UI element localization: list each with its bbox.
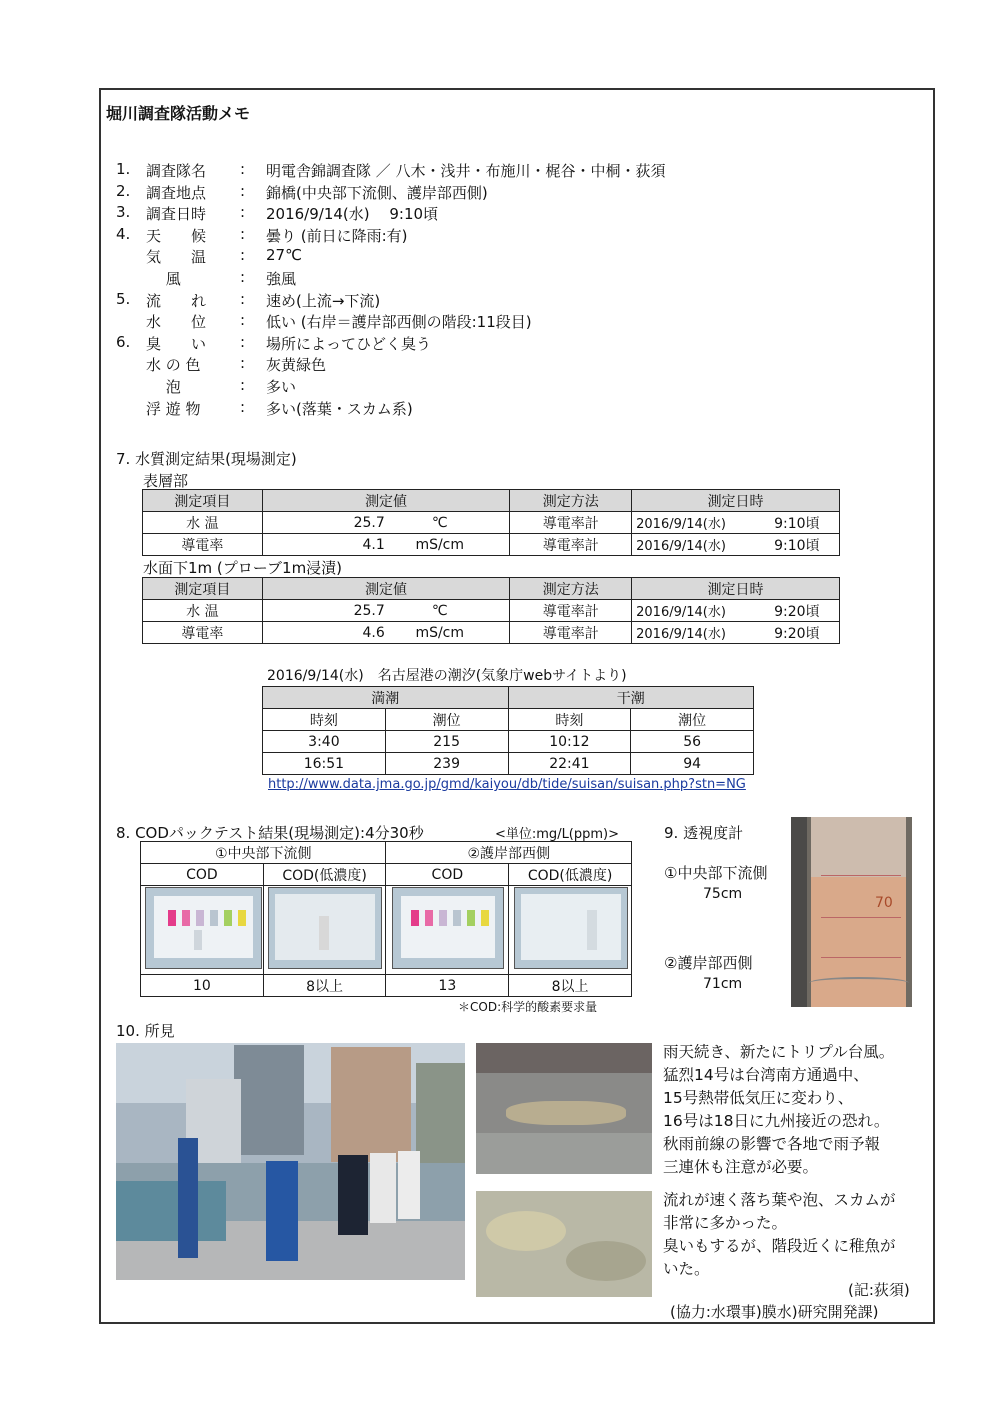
bridge-survey-photo: [116, 1043, 465, 1280]
cod-low-label: COD(低濃度): [263, 864, 386, 886]
transparency-site1: ①中央部下流側: [664, 864, 768, 882]
tide-cell: 3:40: [263, 731, 386, 753]
cod-value: 13: [386, 975, 509, 997]
header-date: 測定日時: [632, 490, 840, 512]
cod-photo-1: [145, 887, 262, 969]
cell-method: 導電率計: [510, 512, 632, 534]
cod-label: COD: [141, 864, 264, 886]
table-row: [143, 622, 840, 644]
tide-level-label: 潮位: [631, 709, 754, 731]
table-row: [263, 731, 754, 753]
item-colon: :: [240, 268, 246, 286]
observation-line: 臭いもするが、階段近くに稚魚が: [663, 1237, 896, 1255]
item-label: 調査地点: [146, 183, 207, 202]
tide-table: [262, 686, 754, 775]
depth-label: 水面下1m (プローブ1m浸漬): [143, 559, 343, 577]
item-colon: :: [240, 289, 246, 308]
item-label: 気 温: [146, 248, 207, 267]
observation-line: 流れが速く落ち葉や泡、スカムが: [663, 1191, 896, 1209]
item-number: 1.: [116, 160, 131, 178]
header-method: 測定方法: [510, 578, 632, 600]
cell-date: 2016/9/14(水) 9:10頃: [632, 512, 840, 534]
header-item: 測定項目: [143, 578, 263, 600]
tide-time-label: 時刻: [508, 709, 631, 731]
gauge-mark-label: 70: [875, 895, 893, 911]
item-colon: :: [240, 246, 246, 265]
cod-site1-header: ①中央部下流側: [141, 842, 386, 864]
tide-cell: 215: [385, 731, 508, 753]
cell-method: 導電率計: [510, 622, 632, 644]
cell-date: 2016/9/14(水) 9:20頃: [632, 600, 840, 622]
tide-cell: 22:41: [508, 753, 631, 775]
item-value: 曇り (前日に降雨:有): [266, 226, 408, 245]
tide-cell: 94: [631, 753, 754, 775]
table-row: [143, 512, 840, 534]
surface-table: [142, 489, 840, 556]
cod-label: COD: [386, 864, 509, 886]
cell-date: 2016/9/14(水) 9:20頃: [632, 622, 840, 644]
credit: (協力:水環事)膜水)研究開発課): [670, 1303, 879, 1321]
item-value: 多い(落葉・スカム系): [266, 399, 413, 418]
surface-label: 表層部: [143, 472, 189, 490]
cod-photo-2: [268, 887, 382, 969]
item-label: 水 の 色: [146, 356, 201, 375]
section7-heading: 7. 水質測定結果(現場測定): [116, 450, 297, 468]
cell-method: 導電率計: [510, 600, 632, 622]
tide-level-label: 潮位: [385, 709, 508, 731]
cod-low-label: COD(低濃度): [509, 864, 632, 886]
cell-method: 導電率計: [510, 534, 632, 556]
item-value: 速め(上流→下流): [266, 291, 381, 310]
item-value: 強風: [266, 270, 297, 288]
item-value: 錦橋(中央部下流側、護岸部西側): [266, 183, 488, 202]
cod-note: ＊COD:科学的酸素要求量: [458, 1000, 598, 1014]
tide-high-header: 満潮: [263, 687, 509, 709]
header-value: 測定値: [262, 578, 510, 600]
section10-heading: 10. 所見: [116, 1022, 175, 1040]
item-label: 流 れ: [146, 291, 207, 310]
tide-cell: 10:12: [508, 731, 631, 753]
item-colon: :: [240, 354, 246, 373]
cod-value: 10: [141, 975, 264, 997]
section8-unit: <単位:mg/L(ppm)>: [495, 827, 620, 842]
transparency-gauge-photo: [791, 817, 912, 1007]
item-label: 調査隊名: [146, 162, 207, 180]
item-colon: :: [240, 224, 246, 243]
tide-cell: 16:51: [263, 753, 386, 775]
item-colon: :: [240, 332, 246, 351]
cod-site2-header: ②護岸部西側: [386, 842, 632, 864]
item-number: 4.: [116, 224, 131, 243]
tide-cell: 239: [385, 753, 508, 775]
cell-value: 25.7 ℃: [262, 600, 510, 622]
river-scum-photo: [476, 1191, 652, 1297]
transparency-value1: 75cm: [703, 886, 743, 902]
cell-value: 4.6 mS/cm: [262, 622, 510, 644]
cell-date: 2016/9/14(水) 9:10頃: [632, 534, 840, 556]
item-value: 灰黄緑色: [266, 356, 327, 375]
jma-link[interactable]: http://www.data.jma.go.jp/gmd/kaiyou/db/tide/suisan/suisan.php?stn=NG: [268, 777, 746, 792]
tide-low-header: 干潮: [508, 687, 754, 709]
cod-value: 8以上: [509, 975, 632, 997]
item-value: 多い: [266, 378, 297, 396]
observation-line: 非常に多かった。: [663, 1214, 788, 1232]
item-colon: :: [240, 203, 246, 222]
item-colon: :: [240, 181, 246, 200]
item-label: 調査日時: [146, 205, 207, 224]
section8-heading: 8. CODパックテスト結果(現場測定):4分30秒: [116, 824, 424, 842]
transparency-site2: ②護岸部西側: [664, 954, 753, 972]
observation-line: いた。: [663, 1260, 710, 1278]
tide-caption: 2016/9/14(水) 名古屋港の潮汐(気象庁webサイトより): [267, 668, 627, 684]
item-label: 水 位: [146, 313, 207, 332]
item-label: 臭 い: [146, 334, 207, 353]
item-number: 3.: [116, 203, 131, 222]
river-surface-photo: [476, 1043, 652, 1174]
item-label: 泡: [146, 378, 181, 396]
item-colon: :: [240, 376, 246, 394]
item-label: 風: [146, 270, 181, 288]
cod-photo-3: [392, 887, 504, 969]
item-number: 5.: [116, 289, 131, 308]
item-value: 低い (右岸＝護岸部西側の階段:11段目): [266, 313, 532, 332]
table-row: [143, 600, 840, 622]
table-row: [143, 534, 840, 556]
observation-line: 16号は18日に九州接近の恐れ。: [663, 1112, 890, 1130]
item-value: 場所によってひどく臭う: [266, 334, 432, 353]
item-number: 6.: [116, 332, 131, 351]
header-value: 測定値: [262, 490, 510, 512]
transparency-value2: 71cm: [703, 976, 743, 992]
header-method: 測定方法: [510, 490, 632, 512]
table-row: [263, 753, 754, 775]
depth-table: [142, 577, 840, 644]
header-date: 測定日時: [632, 578, 840, 600]
cell-item: 導電率: [143, 622, 263, 644]
cell-value: 4.1 mS/cm: [262, 534, 510, 556]
tide-time-label: 時刻: [263, 709, 386, 731]
item-value: 27℃: [266, 246, 302, 265]
cell-item: 導電率: [143, 534, 263, 556]
item-colon: :: [240, 311, 246, 330]
item-value: 2016/9/14(水) 9:10頃: [266, 205, 439, 224]
item-label: 天 候: [146, 226, 207, 245]
cell-item: 水 温: [143, 512, 263, 534]
cell-value: 25.7 ℃: [262, 512, 510, 534]
section9-heading: 9. 透視度計: [664, 824, 744, 842]
cod-photo-4: [514, 887, 628, 969]
item-colon: :: [240, 160, 246, 178]
header-item: 測定項目: [143, 490, 263, 512]
cod-value: 8以上: [263, 975, 386, 997]
signature: (記:荻須): [848, 1281, 910, 1299]
tide-cell: 56: [631, 731, 754, 753]
cell-item: 水 温: [143, 600, 263, 622]
item-label: 浮 遊 物: [146, 399, 201, 418]
page-title: 堀川調査隊活動メモ: [106, 104, 251, 123]
observation-line: 15号熱帯低気圧に変わり、: [663, 1089, 854, 1107]
observation-line: 秋雨前線の影響で各地で雨予報: [663, 1135, 881, 1153]
observation-line: 猛烈14号は台湾南方通過中、: [663, 1066, 869, 1084]
observation-line: 三連休も注意が必要。: [663, 1158, 819, 1176]
observation-line: 雨天続き、新たにトリプル台風。: [663, 1043, 895, 1061]
item-value: 明電舎錦調査隊 ／ 八木・浅井・布施川・梶谷・中桐・荻須: [266, 162, 666, 180]
item-colon: :: [240, 397, 246, 416]
item-number: 2.: [116, 181, 131, 200]
